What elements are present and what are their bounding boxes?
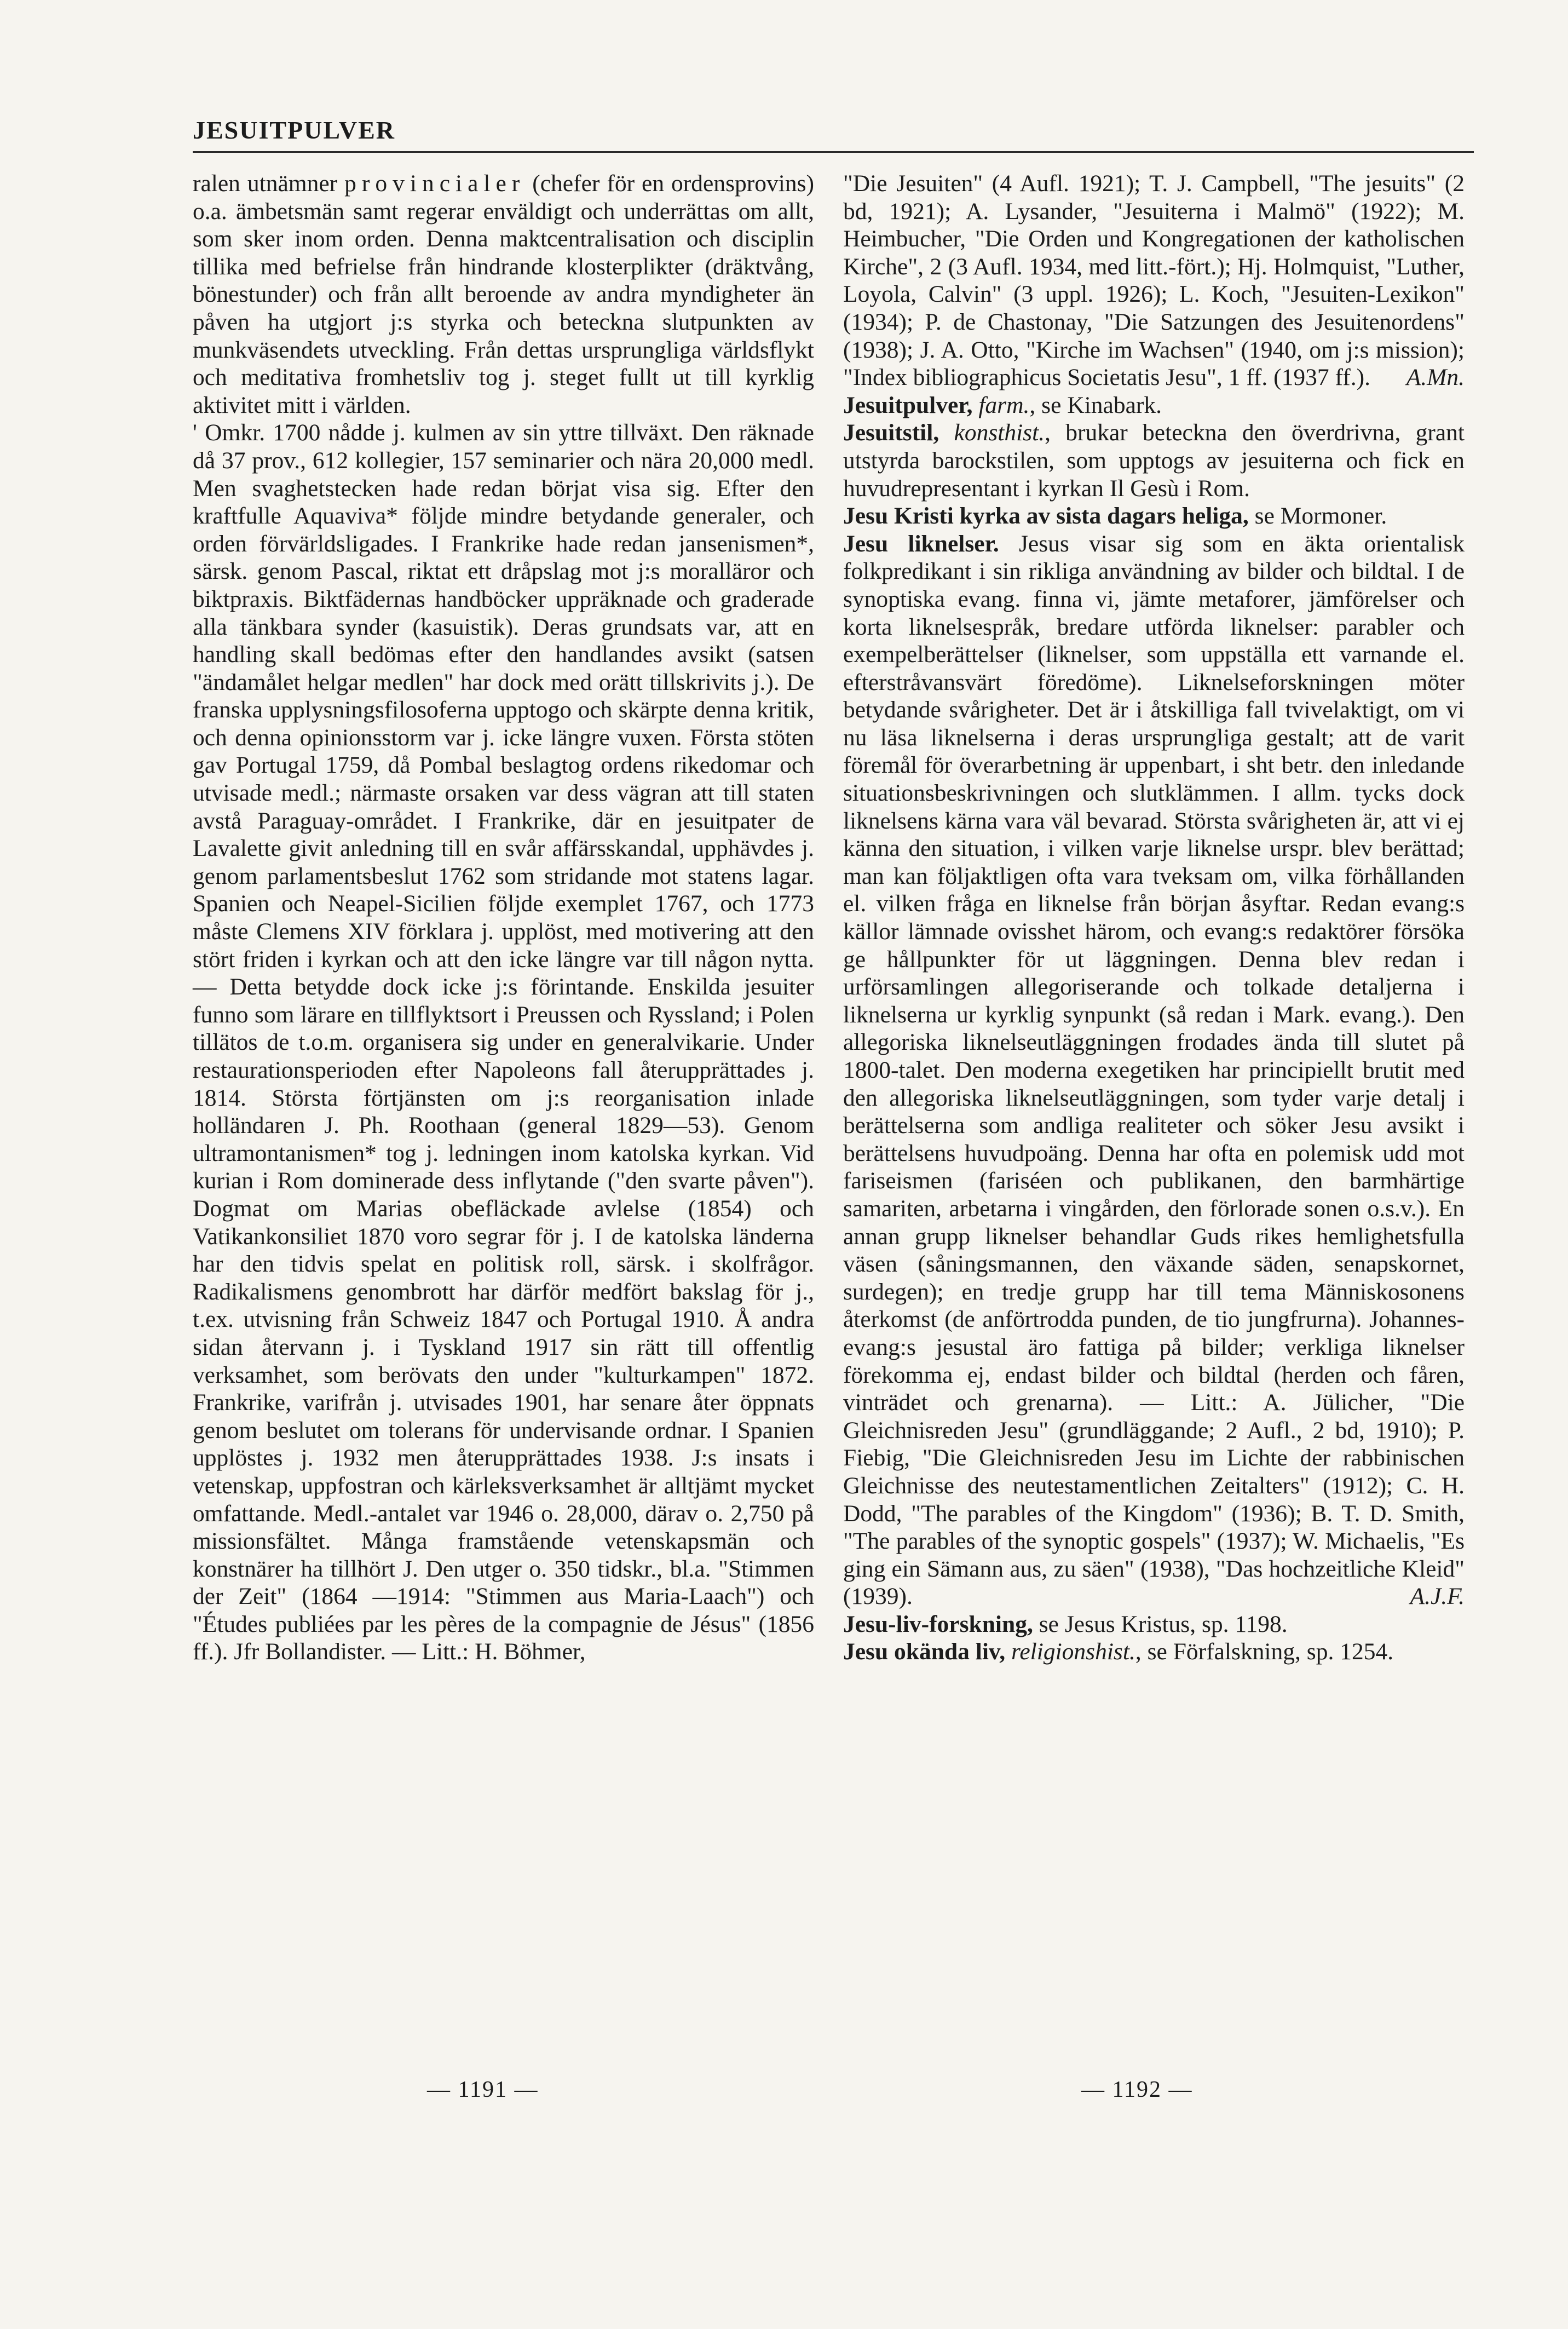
entry-text: se Jesus Kristus, sp. 1198.	[1033, 1611, 1288, 1637]
right-column	[843, 170, 1465, 1666]
running-head: JESUITPULVER	[193, 116, 395, 144]
entry-headword: Jesu okända liv,	[843, 1638, 1006, 1665]
entry-text: , se Förfalskning, sp. 1254.	[1135, 1638, 1394, 1665]
entry-headword: Jesuitstil,	[843, 419, 939, 446]
text-run: "Die Jesuiten" (4 Aufl. 1921); T. J. Campbell, "The jesuits" (2 bd, 1921); A. Lysander, "Jesuiterna i Malmö" (1922); M. Heimbucher, "Die Orden und Kongregationen der katholischen Kirche", 2 (3 Aufl. 1934, med litt.-fört.); Hj. Holmquist, "Luther, Loyola, Calvin" (3 uppl. 1926); L. Koch, "Jesuiten-Lexikon" (1934); P. de Chastonay, "Die Satzungen des Jesuitenordens" (1938); J. A. Otto, "Kirche im Wachsen" (1940, om j:s mission); "Index bibliographicus Societatis Jesu", 1 ff. (1937 ff.).	[843, 170, 1465, 391]
entry-jesu-liknelser	[843, 530, 1465, 1611]
entry-jesuitstil	[843, 419, 1465, 502]
page-number-right: — 1192 —	[1081, 2077, 1193, 2102]
author-signature: A.Mn.	[1406, 364, 1465, 391]
paragraph	[193, 170, 814, 419]
entry-text: Jesus visar sig som en äkta orientalisk folkpredikant i sin rikliga användning av bilder och bildtal. I de synoptiska evang. finna vi, jämte metaforer, jämförelser och korta liknelsespråk, bredare utförda liknelser: parabler och exempelberättelser (liknelser, som uppställa ett varnande el. efterstråvansvärt föredöme). Liknelseforskningen möter betydande svårigheter. Det är i åtskilliga fall tvivelaktigt, om vi nu läsa liknelserna i deras ursprungliga gestalt; att de varit föremål för överarbetning är uppenbart, i sht betr. den inledande situationsbeskrivningen och slutklämmen. I allm. tycks dock liknelsens kärna vara väl bevarad. Största svårigheten är, att vi ej känna den situation, i vilken varje liknelse urspr. blev berättad; man kan följaktligen ofta vara tveksam om, vilka förhållanden el. vilken fråga en liknelse från början åsyftar. Redan evang:s källor lämnade ovisshet härom, och evang:s redaktörer försöka ge hållpunkter för ut läggningen. Denna blev redan i urförsamlingen allegoriserande och tolkade detaljerna i liknelserna ur kyrklig synpunkt (så redan i Mark. evang.). Den allegoriska liknelseutläggningen frodades ända till slutet på 1800-talet. Den moderna exegetiken har principiellt brutit med den allegoriska liknelseutläggningen, som tyder varje detalj i berättelserna som andliga realiteter och söker Jesu avsikt i berättelsens huvudpoäng. Denna har ofta en polemisk udd mot fariseismen (fariséen och publikanen, den barmhärtige samariten, arbetarna i vingården, den förlorade sonen o.s.v.). En annan grupp liknelser behandlar Guds rikes hemlighetsfulla väsen (såningsmannen, den växande säden, senapskornet, surdegen); en tredje grupp har till tema Människosonens återkomst (de anförtrodda punden, de tio jungfrurna). Johannes-evang:s jesustal äro fattiga på bilder; verkliga liknelser förekomma ej, endast bilder och bildtal (herden och fåren, vinträdet och grenarna). — Litt.: A. Jülicher, "Die Gleichnisreden Jesu" (grundläggande; 2 Aufl., 2 bd, 1910); P. Fiebig, "Die Gleichnisreden Jesu im Lichte der rabbinischen Gleichnisse des neutestamentlichen Zeitalters" (1912); C. H. Dodd, "The parables of the Kingdom" (1936); B. T. D. Smith, "The parables of the synoptic gospels" (1937); W. Michaelis, "Es ging ein Sämann aus, zu säen" (1938), "Das hochzeitliche Kleid" (1939).	[843, 530, 1465, 1610]
left-column	[193, 170, 814, 1666]
entry-jesu-okanda-liv	[843, 1638, 1465, 1666]
entry-text: se Mormoner.	[1248, 503, 1387, 530]
text-run: (chefer för en ordensprovins) o.a. ämbetsmän samt regerar enväldigt och underrättas om allt, som sker inom orden. Denna maktcentralisation och disciplin tillika med befrielse från hindrande klosterplikter (dräktvång, bönestunder) och från allt beroende av andra myndigheter än påven ha utgjort j:s styrka och betecknа slutpunkten av munkväsendets utveckling. Från dettas ursprungliga världsflykt och meditativa fromhetsliv tog j. steget fullt ut till kyrklig aktivitet mitt i världen.	[193, 170, 814, 418]
bibliography-paragraph	[843, 170, 1465, 392]
entry-field: konsthist.	[954, 419, 1045, 446]
entry-headword: Jesuitpulver,	[843, 392, 973, 418]
entry-jesu-kristi-kyrka	[843, 502, 1465, 530]
author-signature: A.J.F.	[1410, 1583, 1465, 1610]
page-header	[193, 111, 1474, 153]
spaced-term: provincialer	[344, 170, 526, 197]
entry-field: religionshist.	[1011, 1638, 1135, 1665]
entry-text: , se Kinabark.	[1029, 392, 1162, 418]
paragraph: ' Omkr. 1700 nådde j. kulmen av sin yttre tillväxt. Den räknade då 37 prov., 612 kollegier, 157 seminarier och nära 20,000 medl. Men svaghetstecken hade redan börjat visa sig. Efter den kraftfulle Aquaviva* följde mindre betydande generaler, och orden förvärldsligades. I Frankrike hade redan jansenismen*, särsk. genom Pascal, riktat ett dråpslag mot j:s morallärоr och biktpraxis. Biktfädernas handböcker uppräknade och graderade alla tänkbara synder (kasuistik). Deras grundsats var, att en handling skall bedömas efter den handlandes avsikt (satsen "ändamålet helgar medlen" har dock med orätt tillskrivits j.). De franska upplysningsfilosoferna upptogo och skärpte denna kritik, och denna opinionsstorm var j. icke längre vuxen. Första stöten gav Portugal 1759, då Pombal beslagtog ordens rikedomar och utvisade medl.; närmaste orsaken var dess vägran att till staten avstå Paraguay-området. I Frankrike, där en jesuitpater de Lavalette givit anledning till en svår affärsskandal, upphävdes j. genom parlamentsbeslut 1762 som stridande mot statens lagar. Spanien och Neapel-Sicilien följde exemplet 1767, och 1773 måste Clemens XIV förklara j. upplöst, med motivering att den stört friden i kyrkan och att den icke längre var till någon nytta. — Detta betydde dock icke j:s förintande. Enskilda jesuiter funno som lärare en tillflyktsort i Preussen och Ryssland; i Polen tillätos de t.o.m. organisera sig under en generalvikarie. Under restaurationsperioden efter Napoleons fall återupprättades j. 1814. Största förtjänsten om j:s reorganisation inlade holländaren J. Ph. Roothaan (general 1829—53). Genom ultramontanismen* tog j. ledningen inom katolska kyrkan. Vid kurian i Rom dominerade dess inflytande ("den svarte påven"). Dogmat om Marias obefläckade avlelse (1854) och Vatikankonsiliet 1870 voro segrar för j. I de katolska länderna har den tidvis spelat en politisk roll, särsk. i skolfrågor. Radikalismens genombrott har därför medfört bakslag för j., t.ex. utvisning från Schweiz 1847 och Portugal 1910. Å andra sidan återvann j. i Tyskland 1917 sin rätt till offentlig verksamhet, som berövats den under "kulturkampen" 1872. Frankrike, varifrån j. utvisades 1901, har senare åter öppnats genom beslutet om tolerans för undervisande ordnar. I Spanien upplöstes j. 1932 men återupprättades 1938. J:s insats i vetenskap, uppfostran och kärleksverksamhet är alltjämt mycket omfattande. Medl.-antalet var 1946 o. 28,000, därav o. 2,750 på missionsfältet. Många framstående vetenskapsmän och konstnärer ha tillhört J. Den utger o. 350 tidskr., bl.a. "Stimmen der Zeit" (1864 —1914: "Stimmen aus Maria-Laach") och "Études publiées par les pères de la compagnie de Jésus" (1856 ff.). Jfr Bollandister. — Litt.: H. Böhmer,	[193, 419, 814, 1665]
entry-field: farm.	[978, 392, 1030, 418]
entry-text: , brukar beteckna den överdrivna, grant utstyrda barockstilen, som upptogs av jesuiterna och fick en huvudrepresentant i kyrkan Il Gesù i Rom.	[843, 419, 1465, 502]
entry-headword: Jesu Kristi kyrka av sista dagars heliga,	[843, 503, 1249, 530]
entry-headword: Jesu-liv-forskning,	[843, 1611, 1033, 1637]
entry-jesu-liv-forskning	[843, 1611, 1465, 1638]
page-number-left: — 1191 —	[427, 2077, 539, 2102]
entry-headword: Jesu liknelser.	[843, 530, 999, 557]
entry-jesuitpulver	[843, 392, 1465, 419]
text-run: ralen utnämner	[193, 170, 345, 197]
